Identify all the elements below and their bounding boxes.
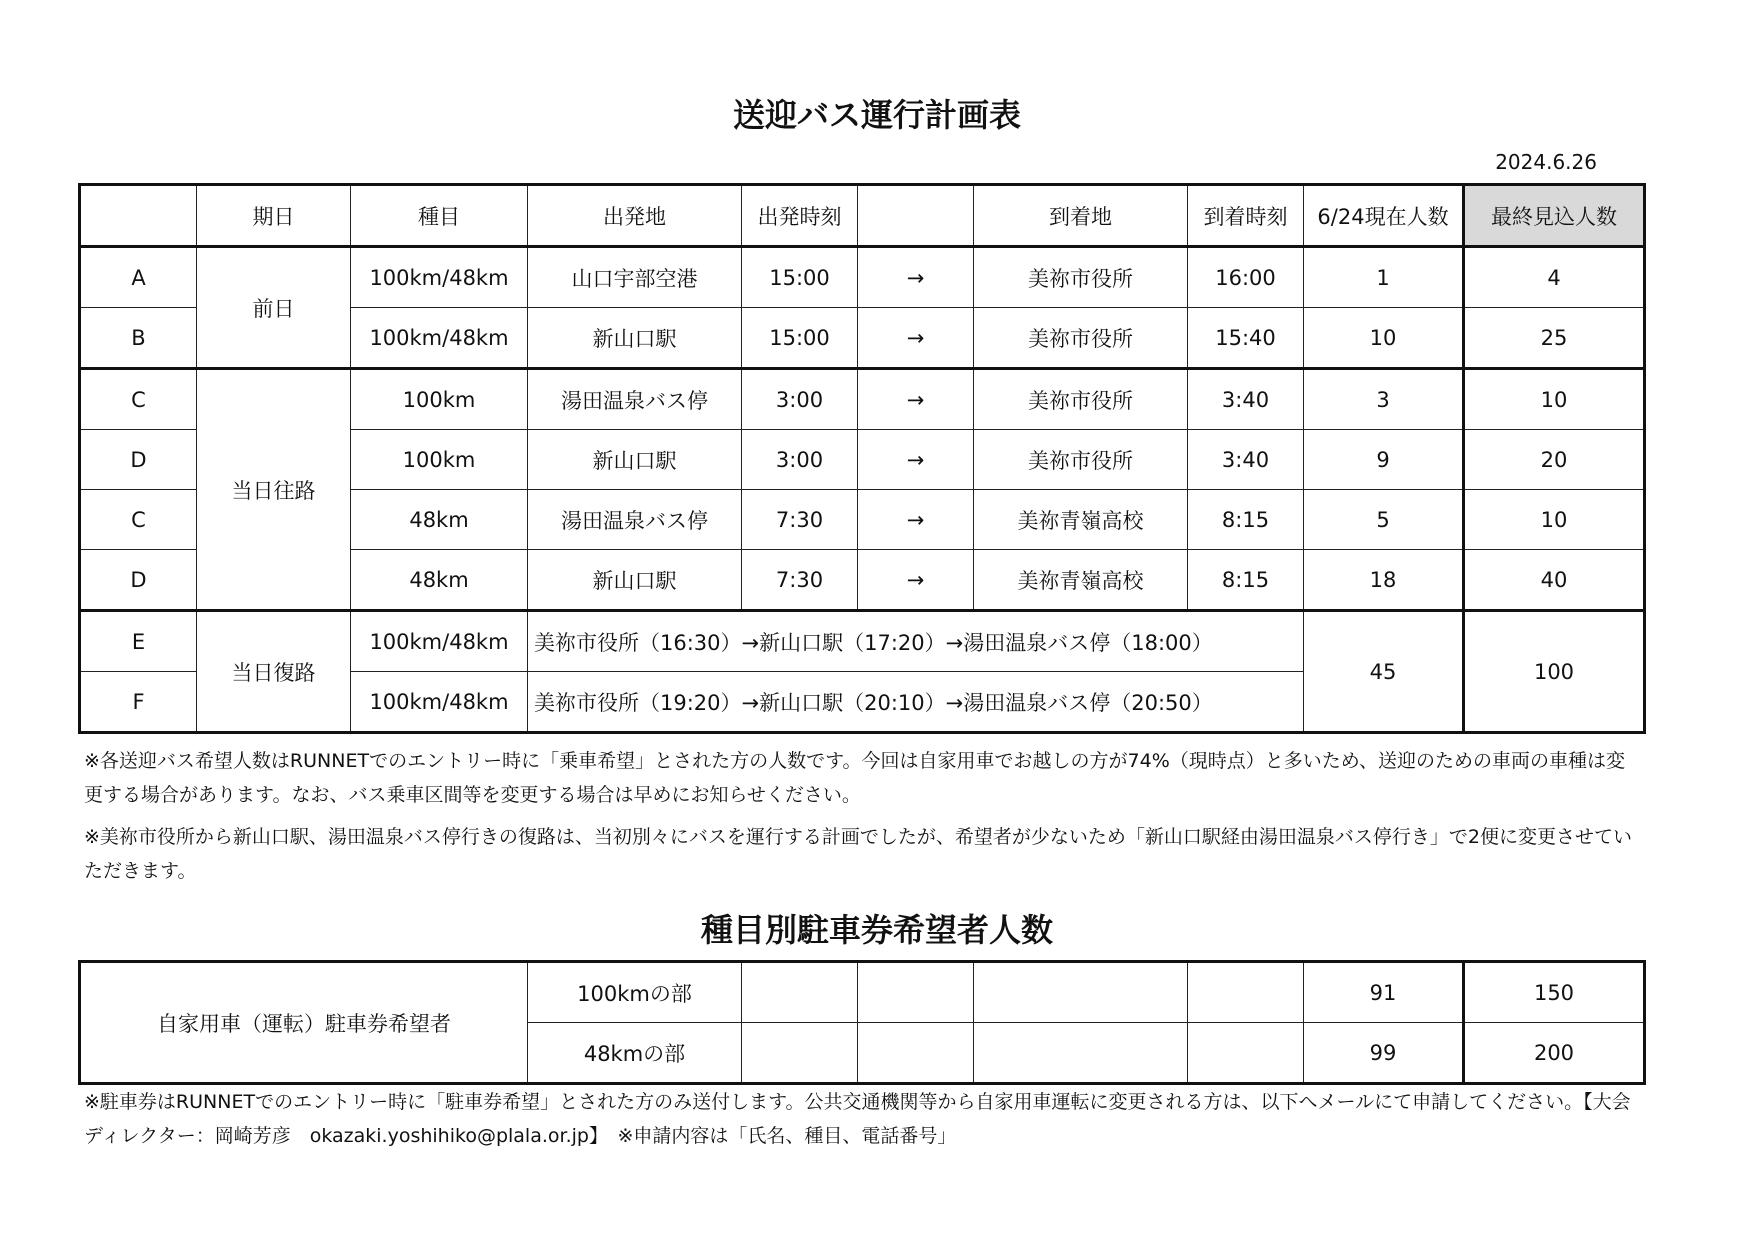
- current-count: 9: [1304, 430, 1464, 490]
- current-count: 45: [1304, 611, 1464, 733]
- departure-time: 7:30: [742, 550, 858, 611]
- current-count: 91: [1304, 962, 1464, 1023]
- empty-cell: [858, 962, 974, 1023]
- header-cell-arrival-time: 到着時刻: [1188, 185, 1304, 247]
- note-parking-ticket: ※駐車券はRUNNETでのエントリー時に「駐車券希望」とされた方のみ送付します。公共交通機関等から自家用車運転に変更される方は、以下へメールにて申請してください。【大会ディレクター：岡崎芳彦 okazaki.yoshihiko@plala.or.jp】 ※申請内容は「氏名、種目、電話番号」: [84, 1091, 1631, 1147]
- current-count: 18: [1304, 550, 1464, 611]
- departure-time: 3:00: [742, 430, 858, 490]
- departure-place: 新山口駅: [528, 308, 742, 369]
- header-cell-current-count: 6/24現在人数: [1304, 185, 1464, 247]
- final-count: 40: [1464, 550, 1645, 611]
- route-id: F: [80, 672, 197, 733]
- arrival-place: 美祢市役所: [974, 430, 1188, 490]
- final-count: 10: [1464, 490, 1645, 550]
- table-row: [80, 247, 1645, 308]
- header-cell-departure-place: 出発地: [528, 185, 742, 247]
- empty-cell: [858, 1023, 974, 1084]
- arrival-place: 美祢市役所: [974, 308, 1188, 369]
- table-row: [80, 369, 1645, 430]
- table-row: [80, 962, 1645, 1023]
- current-count: 1: [1304, 247, 1464, 308]
- event-cell: 100km: [351, 369, 528, 430]
- departure-time: 15:00: [742, 247, 858, 308]
- event-cell: 48km: [351, 490, 528, 550]
- header-cell-departure-time: 出発時刻: [742, 185, 858, 247]
- arrival-time: 3:40: [1188, 430, 1304, 490]
- return-route: 美祢市役所（19:20）→新山口駅（20:10）→湯田温泉バス停（20:50）: [528, 672, 1304, 733]
- arrival-place: 美祢青嶺高校: [974, 550, 1188, 611]
- final-count: 4: [1464, 247, 1645, 308]
- parking-label: 自家用車（運転）駐車券希望者: [80, 962, 528, 1084]
- document-date: 2024.6.26: [1495, 150, 1597, 174]
- final-count: 20: [1464, 430, 1645, 490]
- bus-schedule-table: [78, 183, 1646, 734]
- current-count: 10: [1304, 308, 1464, 369]
- current-count: 99: [1304, 1023, 1464, 1084]
- empty-cell: [742, 1023, 858, 1084]
- arrow-cell: →: [858, 490, 974, 550]
- departure-place: 新山口駅: [528, 430, 742, 490]
- current-count: 5: [1304, 490, 1464, 550]
- arrow-cell: →: [858, 308, 974, 369]
- empty-cell: [1188, 1023, 1304, 1084]
- note-bus-request: ※各送迎バス希望人数はRUNNETでのエントリー時に「乗車希望」とされた方の人数です。今回は自家用車でお越しの方が74%（現時点）と多いため、送迎のための車両の車種は変更する場合があります。なお、バス乗車区間等を変更する場合は早めにお知らせください。: [84, 750, 1626, 806]
- parking-category: 48kmの部: [528, 1023, 742, 1084]
- return-route: 美祢市役所（16:30）→新山口駅（17:20）→湯田温泉バス停（18:00）: [528, 611, 1304, 672]
- final-count: 200: [1464, 1023, 1645, 1084]
- event-cell: 100km: [351, 430, 528, 490]
- header-row: [80, 185, 1645, 247]
- departure-place: 山口宇部空港: [528, 247, 742, 308]
- group-label-return: 当日復路: [197, 611, 351, 733]
- departure-place: 湯田温泉バス停: [528, 369, 742, 430]
- event-cell: 100km/48km: [351, 611, 528, 672]
- header-cell-arrow: [858, 185, 974, 247]
- final-count: 10: [1464, 369, 1645, 430]
- arrow-cell: →: [858, 369, 974, 430]
- route-id: A: [80, 247, 197, 308]
- header-cell-event: 種目: [351, 185, 528, 247]
- empty-cell: [1188, 962, 1304, 1023]
- arrival-place: 美祢市役所: [974, 247, 1188, 308]
- page-title: 送迎バス運行計画表: [732, 96, 1021, 134]
- arrival-place: 美祢市役所: [974, 369, 1188, 430]
- arrow-cell: →: [858, 247, 974, 308]
- departure-place: 新山口駅: [528, 550, 742, 611]
- route-id: D: [80, 550, 197, 611]
- header-cell-date: 期日: [197, 185, 351, 247]
- empty-cell: [974, 962, 1188, 1023]
- final-count: 25: [1464, 308, 1645, 369]
- arrival-time: 15:40: [1188, 308, 1304, 369]
- departure-place: 湯田温泉バス停: [528, 490, 742, 550]
- route-id: C: [80, 369, 197, 430]
- parking-title: 種目別駐車券希望者人数: [700, 911, 1053, 949]
- header-cell-id: [80, 185, 197, 247]
- final-count: 100: [1464, 611, 1645, 733]
- arrival-time: 8:15: [1188, 490, 1304, 550]
- arrival-time: 16:00: [1188, 247, 1304, 308]
- empty-cell: [742, 962, 858, 1023]
- current-count: 3: [1304, 369, 1464, 430]
- arrival-time: 8:15: [1188, 550, 1304, 611]
- group-label-outbound: 当日往路: [197, 369, 351, 611]
- note-return-route-change: ※美祢市役所から新山口駅、湯田温泉バス停行きの復路は、当初別々にバスを運行する計画でしたが、希望者が少ないため「新山口駅経由湯田温泉バス停行き」で2便に変更させていただきます。: [84, 826, 1633, 882]
- final-count: 150: [1464, 962, 1645, 1023]
- parking-category: 100kmの部: [528, 962, 742, 1023]
- route-id: B: [80, 308, 197, 369]
- arrow-cell: →: [858, 550, 974, 611]
- event-cell: 100km/48km: [351, 672, 528, 733]
- route-id: C: [80, 490, 197, 550]
- group-label-day-before: 前日: [197, 247, 351, 369]
- departure-time: 15:00: [742, 308, 858, 369]
- header-cell-final-count: 最終見込人数: [1464, 185, 1645, 247]
- header-cell-arrival-place: 到着地: [974, 185, 1188, 247]
- event-cell: 100km/48km: [351, 308, 528, 369]
- parking-table: [78, 960, 1646, 1085]
- departure-time: 7:30: [742, 490, 858, 550]
- route-id: E: [80, 611, 197, 672]
- event-cell: 48km: [351, 550, 528, 611]
- route-id: D: [80, 430, 197, 490]
- arrival-place: 美祢青嶺高校: [974, 490, 1188, 550]
- empty-cell: [974, 1023, 1188, 1084]
- departure-time: 3:00: [742, 369, 858, 430]
- arrival-time: 3:40: [1188, 369, 1304, 430]
- table-row: [80, 611, 1645, 672]
- event-cell: 100km/48km: [351, 247, 528, 308]
- arrow-cell: →: [858, 430, 974, 490]
